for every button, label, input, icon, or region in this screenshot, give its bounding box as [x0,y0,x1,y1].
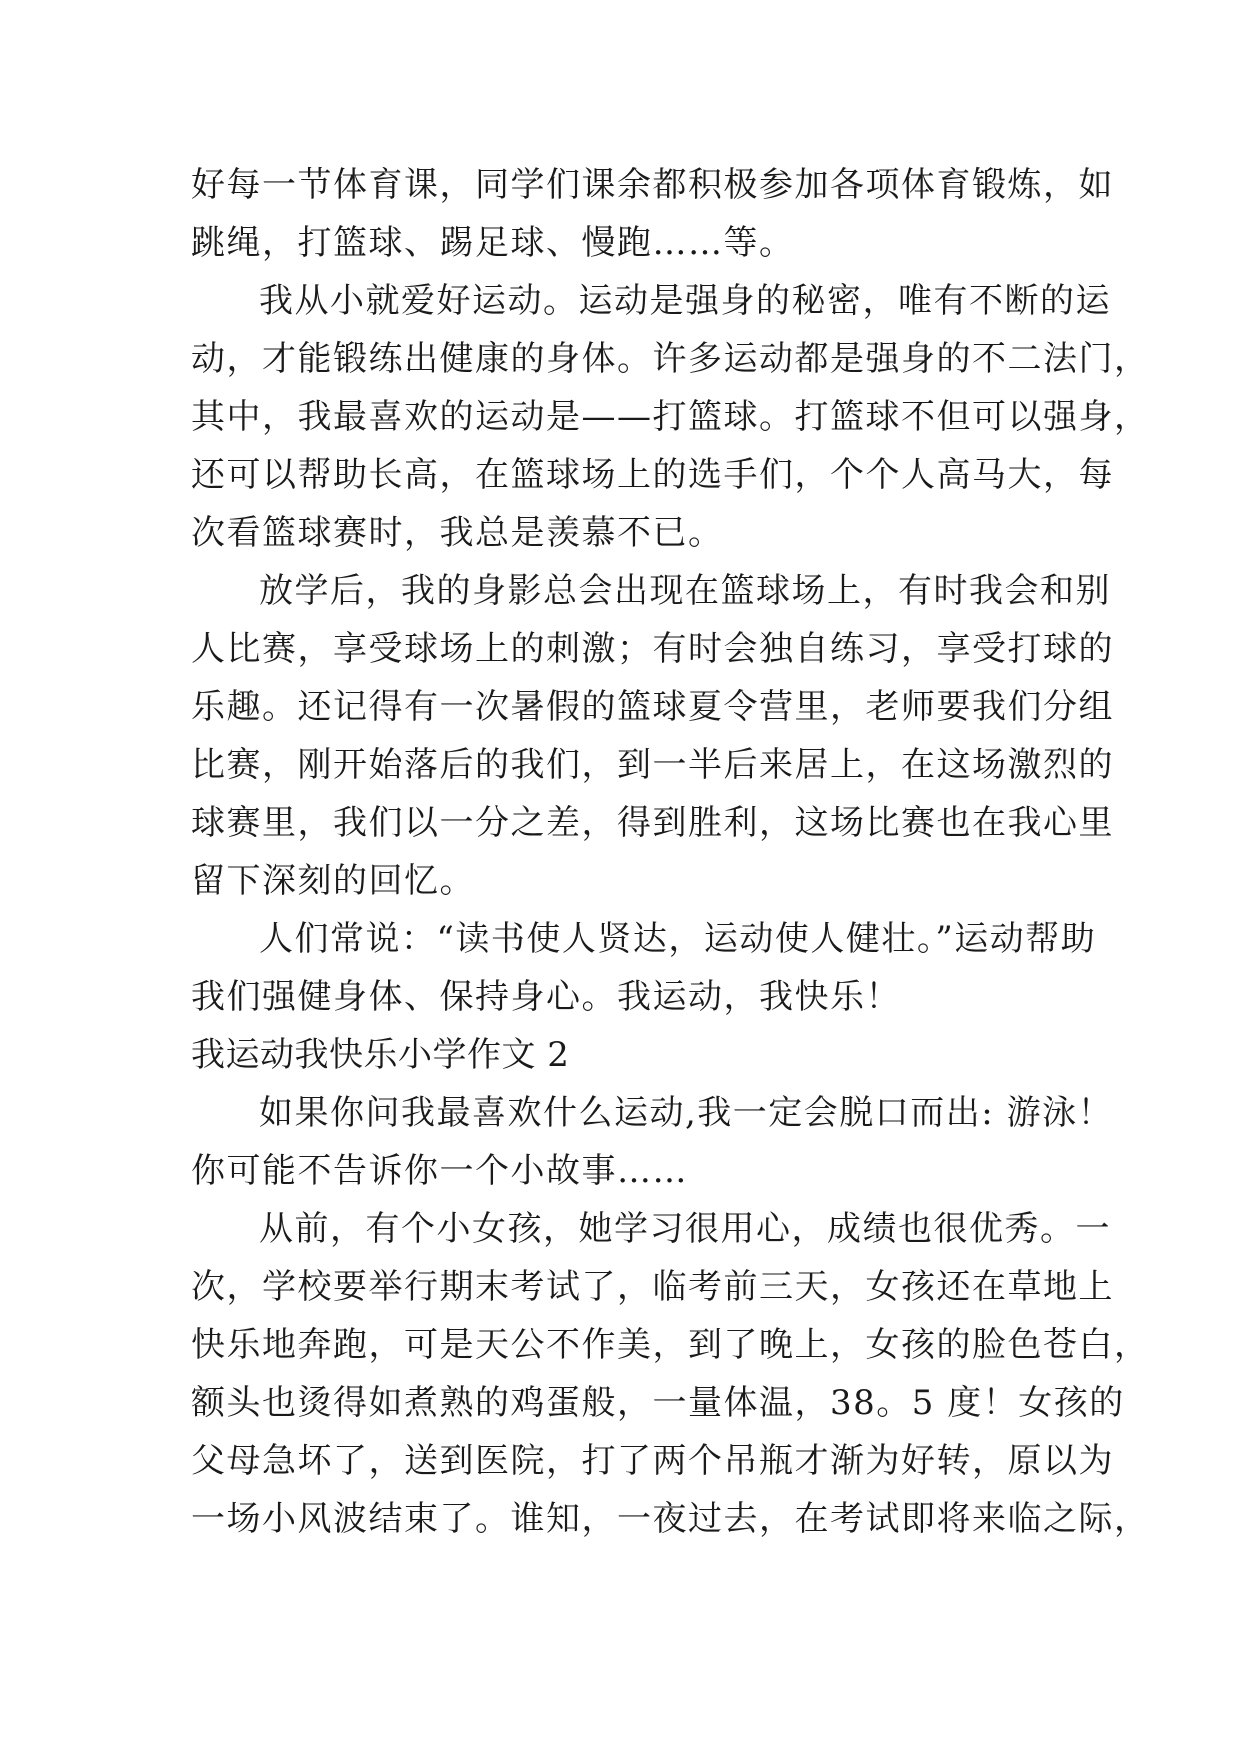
text-line: 乐趣。还记得有一次暑假的篮球夏令营里，老师要我们分组 [191,687,1114,727]
document-body [191,156,1150,1548]
text-line: 父母急坏了，送到医院，打了两个吊瓶才渐为好转，原以为 [191,1441,1114,1481]
text-line: 跳绳，打篮球、踢足球、慢跑……等。 [191,223,795,263]
text-line: 一场小风波结束了。谁知，一夜过去，在考试即将来临之际， [191,1499,1150,1539]
text-line: 人比赛，享受球场上的刺激；有时会独自练习，享受打球的 [191,629,1114,669]
text-line: 如果你问我最喜欢什么运动,我一定会脱口而出: 游泳！ [259,1093,1114,1133]
text-line: 你可能不告诉你一个小故事…… [191,1151,688,1191]
text-line: 留下深刻的回忆。 [191,861,475,901]
text-line: 次看篮球赛时，我总是羡慕不已。 [191,513,724,553]
text-line: 额头也烫得如煮熟的鸡蛋般，一量体温，38。5 度！女孩的 [191,1383,1125,1423]
text-line: 人们常说：“读书使人贤达，运动使人健壮。”运动帮助 [259,919,1097,959]
text-line: 动，才能锻练出健康的身体。许多运动都是强身的不二法门， [191,339,1150,379]
text-line: 比赛，刚开始落后的我们，到一半后来居上，在这场激烈的 [191,745,1114,785]
text-line: 快乐地奔跑，可是天公不作美，到了晚上，女孩的脸色苍白， [191,1325,1150,1365]
text-line: 次，学校要举行期末考试了，临考前三天，女孩还在草地上 [191,1267,1114,1307]
section-heading: 我运动我快乐小学作文 2 [191,1035,570,1075]
text-line: 我们强健身体、保持身心。我运动，我快乐！ [191,977,901,1017]
text-line: 球赛里，我们以一分之差，得到胜利，这场比赛也在我心里 [191,803,1114,843]
text-line: 放学后，我的身影总会出现在篮球场上，有时我会和别 [259,571,1111,611]
text-line: 好每一节体育课，同学们课余都积极参加各项体育锻炼，如 [191,165,1114,205]
text-line: 还可以帮助长高，在篮球场上的选手们，个个人高马大，每 [191,455,1114,495]
text-line: 其中，我最喜欢的运动是——打篮球。打篮球不但可以强身， [191,397,1150,437]
text-line: 我从小就爱好运动。运动是强身的秘密，唯有不断的运 [259,281,1111,321]
text-line: 从前，有个小女孩，她学习很用心，成绩也很优秀。一 [259,1209,1111,1249]
